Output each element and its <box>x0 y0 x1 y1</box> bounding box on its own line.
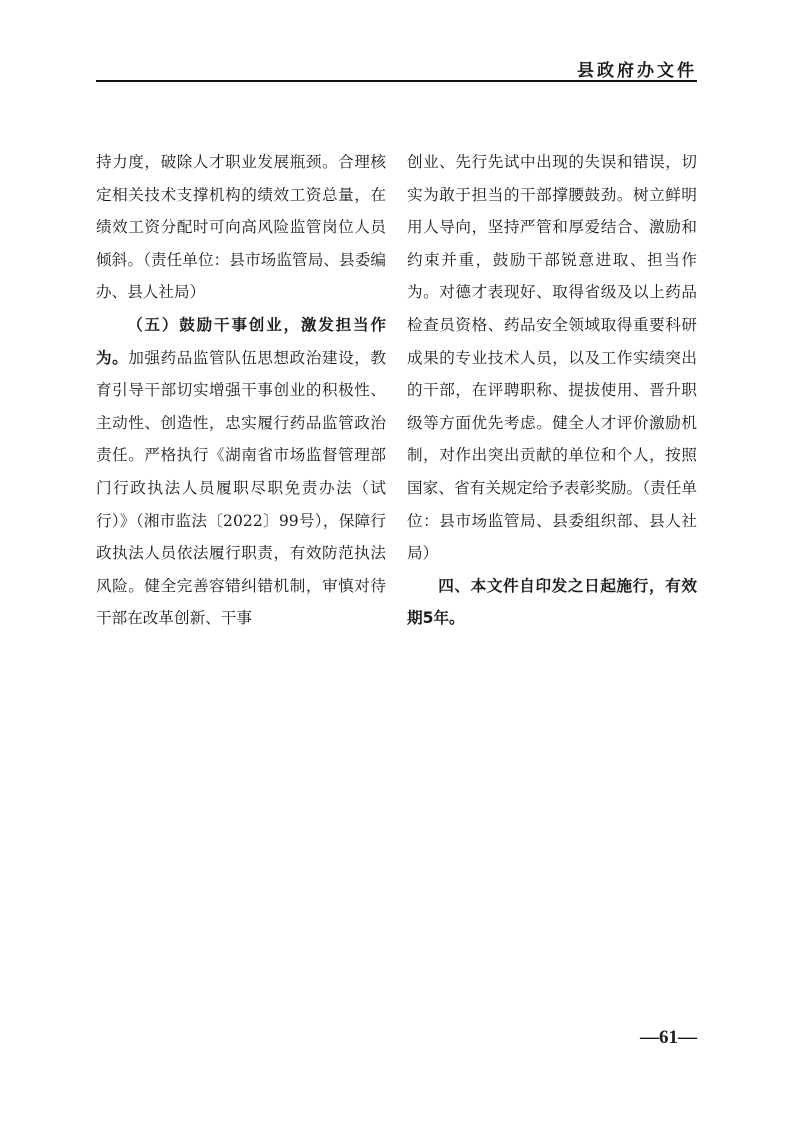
section-five-heading: （五）鼓励干事创业，激发担当作为。 <box>96 315 386 367</box>
paragraph-continued-right: 创业、先行先试中出现的失误和错误，切实为敢于担当的干部撑腰鼓劲。树立鲜明用人导向，坚持严管和厚爱结合、激励和约束并重，鼓励干部锐意进取、担当作为。对德才表现好、取得省级及以上药品检查员资格、药品安全领域取得重要科研成果的专业技术人员，以及工作实绩突出的干部，在评聘职称、提拔使用、晋升职级等方面优先考虑。健全人才评价激励机制，对作出突出贡献的单位和个人，按照国家、省有关规定给予表彰奖励。（责任单位：县市场监管局、县委组织部、县人社局） <box>407 153 697 563</box>
header-divider <box>96 80 697 82</box>
right-column <box>407 146 697 635</box>
paragraph-section-five <box>96 309 386 635</box>
paragraph-continued: 持力度，破除人才职业发展瓶颈。合理核定相关技术支撑机构的绩效工资总量，在绩效工资分配时可向高风险监管岗位人员倾斜。（责任单位：县市场监管局、县委编办、县人社局） <box>96 153 386 302</box>
page-number: —61— <box>640 1027 697 1048</box>
section-five-body: 加强药品监管队伍思想政治建设，教育引导干部切实增强干事创业的积极性、主动性、创造性，忠实履行药品监管政治责任。严格执行《湖南省市场监督管理部门行政执法人员履职尽职免责办法（试行）》（湘市监法〔2022〕99号），保障行政执法人员依法履行职责，有效防范执法风险。健全完善容错纠错机制，审慎对待干部在改革创新、干事 <box>96 348 386 628</box>
paragraph-effective-date: 四、本文件自印发之日起施行，有效期5年。 <box>407 576 697 628</box>
left-column <box>96 146 386 635</box>
document-header-title: 县政府办文件 <box>577 61 697 81</box>
